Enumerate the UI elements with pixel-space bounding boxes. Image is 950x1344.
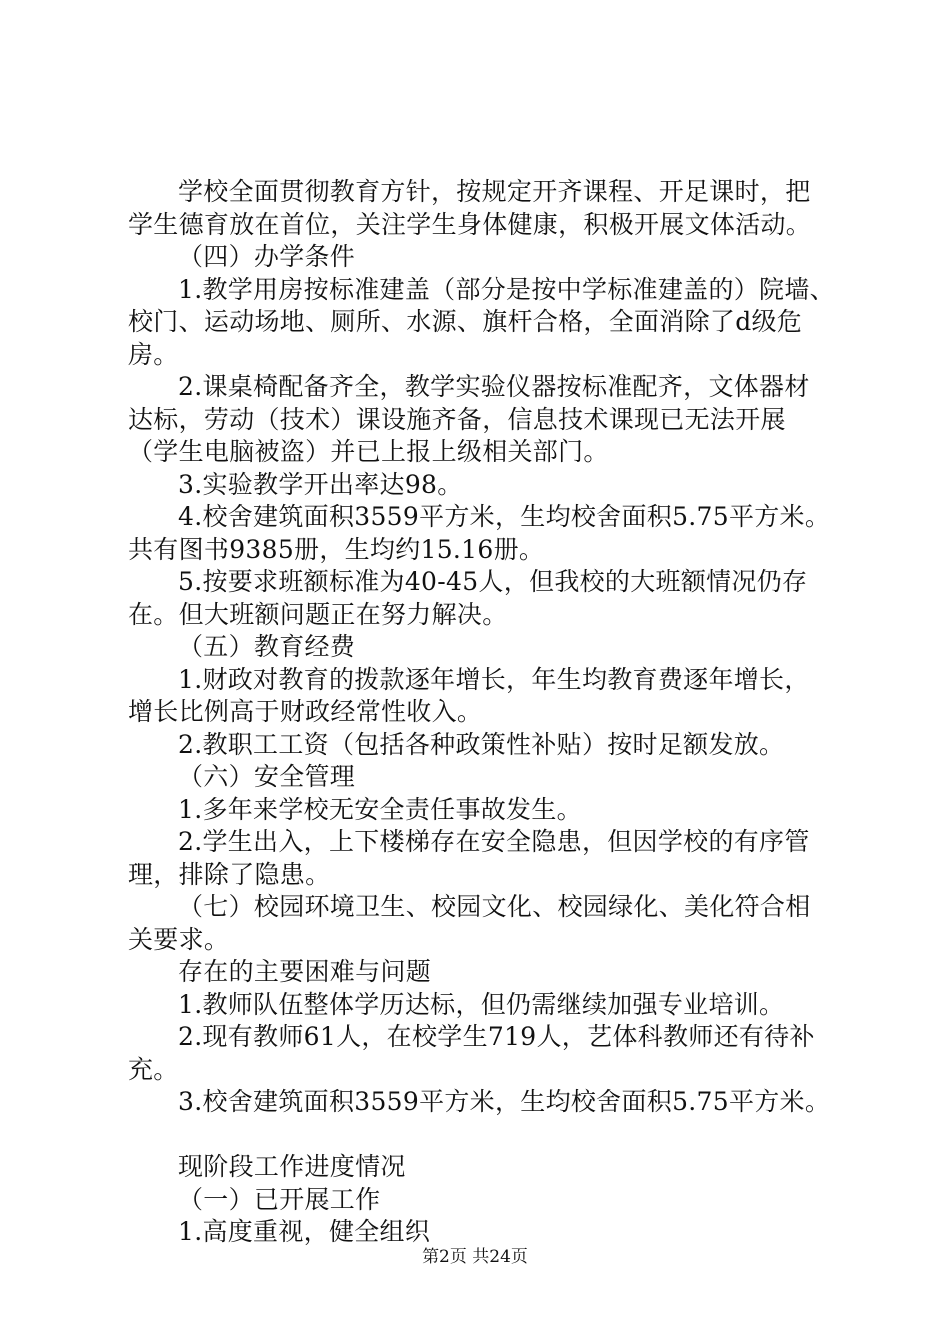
body-text-line: 校门、运动场地、厕所、水源、旗杆合格，全面消除了d级危 — [128, 307, 803, 336]
section-heading: （六）安全管理 — [178, 762, 356, 791]
body-text-line: 3.实验教学开出率达98。 — [178, 469, 463, 499]
body-text-line: 增长比例高于财政经常性收入。 — [128, 697, 483, 726]
body-text-line: 在。但大班额问题正在努力解决。 — [128, 599, 508, 629]
section-heading: （一）已开展工作 — [178, 1184, 381, 1214]
document-body — [128, 176, 848, 1249]
body-text-line: 1.高度重视，健全组织 — [178, 1217, 431, 1246]
body-text-line: 2.学生出入，上下楼梯存在安全隐患，但因学校的有序管 — [178, 827, 810, 856]
section-heading: 存在的主要困难与问题 — [178, 957, 432, 986]
body-text-line: 共有图书9385册，生均约15.16册。 — [128, 534, 545, 564]
body-text-line: 关要求。 — [128, 924, 230, 954]
body-text-line: 2.现有教师61人，在校学生719人，艺体科教师还有待补 — [178, 1022, 815, 1051]
body-text-line: （学生电脑被盗）并已上报上级相关部门。 — [128, 437, 609, 466]
body-text-line: 1.教师队伍整体学历达标，但仍需继续加强专业培训。 — [178, 989, 785, 1019]
body-text-line: 4.校舍建筑面积3559平方米，生均校舍面积5.75平方米。 — [178, 502, 831, 531]
section-heading: 现阶段工作进度情况 — [178, 1152, 406, 1181]
body-text-line: 2.教职工工资（包括各种政策性补贴）按时足额发放。 — [178, 729, 785, 759]
body-text-line: 理，排除了隐患。 — [128, 859, 331, 889]
body-text-line: 学校全面贯彻教育方针，按规定开齐课程、开足课时，把 — [178, 177, 811, 206]
body-text-line: 1.多年来学校无安全责任事故发生。 — [178, 794, 582, 824]
body-text-line: 充。 — [128, 1054, 179, 1084]
section-heading: （七）校园环境卫生、校园文化、校园绿化、美化符合相 — [178, 892, 811, 921]
body-text-line: 1.教学用房按标准建盖（部分是按中学标准建盖的）院墙、 — [178, 274, 835, 304]
page-number-footer: 第2页 共24页 — [422, 1247, 528, 1267]
body-text-line: 2.课桌椅配备齐全，教学实验仪器按标准配齐，文体器材 — [178, 372, 810, 401]
body-text-line: 房。 — [128, 339, 179, 369]
section-heading: （五）教育经费 — [178, 632, 356, 661]
body-text-line: 达标，劳动（技术）课设施齐备，信息技术课现已无法开展 — [128, 404, 786, 434]
body-text-line: 1.财政对教育的拨款逐年增长，年生均教育费逐年增长， — [178, 664, 810, 694]
blank-line — [128, 1119, 848, 1152]
section-heading: （四）办学条件 — [178, 242, 356, 271]
body-text-line: 学生德育放在首位，关注学生身体健康，积极开展文体活动。 — [128, 209, 812, 239]
body-text-line: 5.按要求班额标准为40-45人，但我校的大班额情况仍存 — [178, 567, 808, 596]
body-text-line: 3.校舍建筑面积3559平方米，生均校舍面积5.75平方米。 — [178, 1087, 831, 1116]
